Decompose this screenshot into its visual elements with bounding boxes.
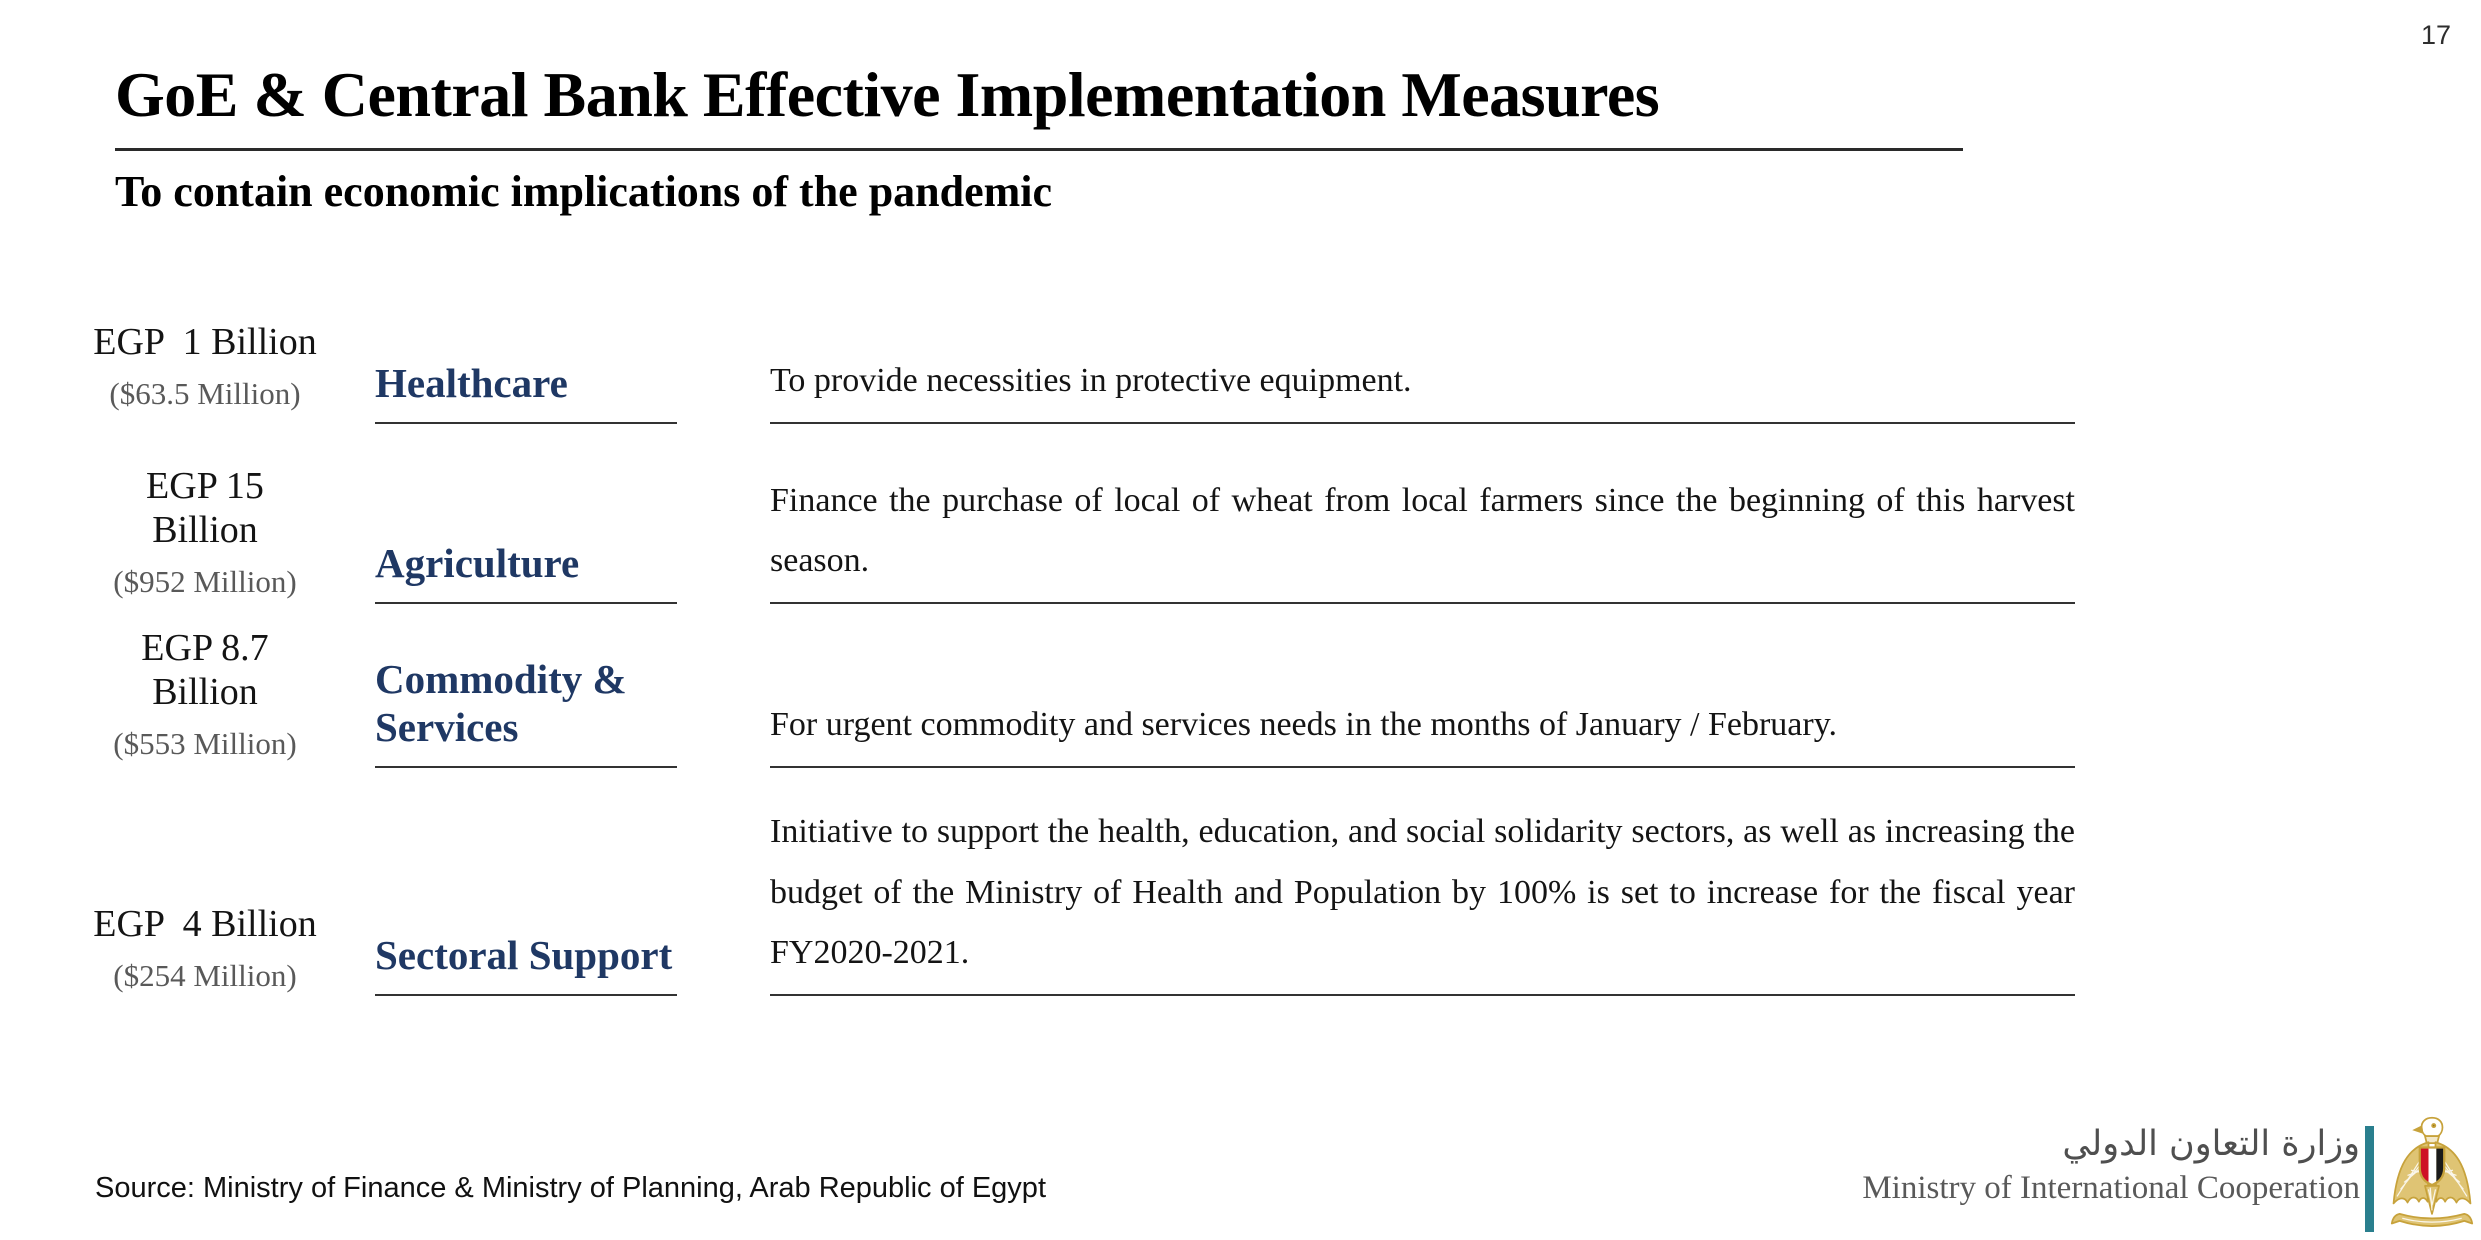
amount-usd: ($63.5 Million) — [109, 376, 301, 411]
ministry-branding — [1862, 1124, 2360, 1207]
amount-block — [90, 626, 375, 768]
amount-block — [90, 902, 375, 996]
category-label: Agriculture — [375, 540, 677, 604]
amount-block — [90, 464, 375, 604]
amount-egp: EGP 4 Billion — [93, 903, 317, 945]
amount-egp: EGP 15 Billion — [146, 465, 274, 551]
category-label: Healthcare — [375, 360, 677, 424]
slide-subtitle: To contain economic implications of the pandemic — [115, 167, 1053, 216]
title-underline — [115, 148, 1963, 151]
measure-row-sectoral-support — [90, 790, 2075, 996]
slide-title: GoE & Central Bank Effective Implementation Measures — [115, 59, 1660, 130]
category-label: Commodity & Services — [375, 656, 677, 768]
amount-egp: EGP 8.7 Billion — [141, 627, 279, 713]
amount-usd: ($952 Million) — [113, 564, 297, 599]
ministry-name-english: Ministry of International Cooperation — [1862, 1170, 2360, 1206]
ministry-name-arabic: وزارة التعاون الدولي — [2062, 1124, 2360, 1164]
measure-description: For urgent commodity and services needs in the months of January / February. — [770, 695, 2075, 768]
page-number: 17 — [2420, 20, 2451, 50]
amount-block — [90, 320, 375, 424]
measure-description: Finance the purchase of local of wheat from local farmers since the beginning of this harvest season. — [770, 471, 2075, 604]
measure-description: Initiative to support the health, education, and social solidarity sectors, as well as increasing the budget of the Ministry of Health and Population by 100% is set to increase for the fiscal year FY2020-2021. — [770, 802, 2075, 996]
source-note: Source: Ministry of Finance & Ministry of Planning, Arab Republic of Egypt — [95, 1172, 1046, 1204]
amount-egp: EGP 1 Billion — [93, 321, 317, 363]
amount-usd: ($254 Million) — [113, 958, 297, 993]
egypt-coat-of-arms-icon — [2388, 1116, 2476, 1234]
measure-row-commodity-services — [90, 622, 2075, 768]
measure-row-healthcare — [90, 296, 2075, 424]
measure-description: To provide necessities in protective equipment. — [770, 351, 2075, 424]
category-label: Sectoral Support — [375, 932, 677, 996]
divider-bar — [2365, 1126, 2374, 1232]
measure-row-agriculture — [90, 452, 2075, 604]
amount-usd: ($553 Million) — [113, 726, 297, 761]
